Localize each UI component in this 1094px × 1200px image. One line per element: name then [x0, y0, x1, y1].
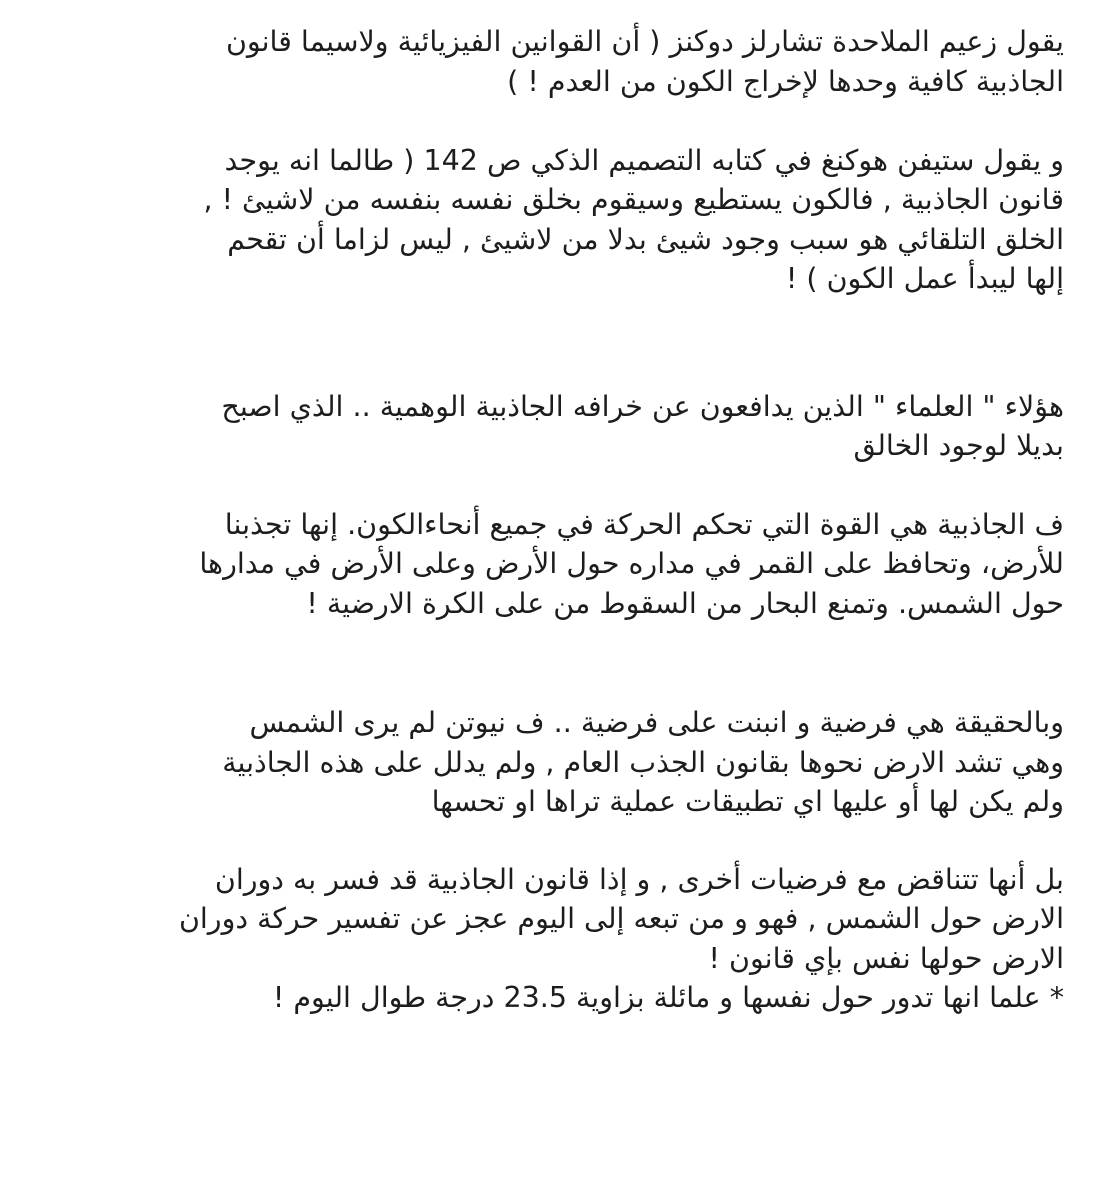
- text-line: وبالحقيقة هي فرضية و انبنت على فرضية .. ف نيوتن لم يرى الشمس: [249, 706, 1064, 739]
- text-line: بديلا لوجود الخالق: [853, 429, 1064, 462]
- text-line: للأرض، وتحافظ على القمر في مداره حول الأرض وعلى الأرض في مدارها: [199, 547, 1064, 580]
- text-line: * علما انها تدور حول نفسها و مائلة بزاوية 23.5 درجة طوال اليوم !: [272, 981, 1064, 1014]
- text-line: حول الشمس. وتمنع البحار من السقوط من على الكرة الارضية !: [306, 586, 1064, 620]
- text-line: إلها ليبدأ عمل الكون ) !: [785, 262, 1064, 295]
- paragraph-gap: [28, 822, 1064, 860]
- text-line: هؤلاء " العلماء " الذين يدافعون عن خرافه الجاذبية الوهمية .. الذي اصبح: [221, 389, 1064, 423]
- text-line: الخلق التلقائي هو سبب وجود شيئ بدلا من لاشيئ , ليس لزاما أن تقحم: [227, 222, 1064, 256]
- text-line: يقول زعيم الملاحدة تشارلز دوكنز ( أن القوانين الفيزيائية ولاسيما قانون: [225, 25, 1064, 58]
- text-line: الارض حولها نفس بإي قانون !: [708, 941, 1064, 975]
- text-line: الجاذبية كافية وحدها لإخراج الكون من العدم ! ): [507, 64, 1064, 98]
- note-text: [28, 22, 1064, 1018]
- paragraph-gap: [28, 466, 1064, 505]
- text-line: و يقول ستيفن هوكنغ في كتابه التصميم الذكي ص 142 ( طالما انه يوجد: [224, 143, 1064, 177]
- paragraph-scientists: [28, 387, 1064, 466]
- paragraph-hypothesis: [28, 703, 1064, 822]
- text-line: قانون الجاذبية , فالكون يستطيع وسيقوم بخلق نفسه بنفسه من لاشيئ ! ,: [203, 183, 1064, 216]
- paragraph-gap: [28, 299, 1064, 387]
- paragraph-dawkins-quote: [28, 22, 1064, 101]
- text-line: الارض حول الشمس , فهو و من تبعه إلى اليوم عجز عن تفسير حركة دوران: [178, 902, 1064, 935]
- paragraph-gap: [28, 101, 1064, 141]
- paragraph-gap: [28, 623, 1064, 703]
- text-line: ف الجاذبية هي القوة التي تحكم الحركة في جميع أنحاءالكون. إنها تجذبنا: [224, 507, 1064, 541]
- text-line: بل أنها تتناقض مع فرضيات أخرى , و إذا قانون الجاذبية قد فسر به دوران: [214, 862, 1064, 896]
- paragraph-hawking-quote: [28, 141, 1064, 299]
- text-line: ولم يكن لها أو عليها اي تطبيقات عملية تراها او تحسها: [431, 785, 1064, 818]
- text-line: وهي تشد الارض نحوها بقانون الجذب العام , ولم يدلل على هذه الجاذبية: [222, 745, 1064, 779]
- paragraph-contradiction: [28, 860, 1064, 1018]
- paragraph-gravity-definition: [28, 505, 1064, 624]
